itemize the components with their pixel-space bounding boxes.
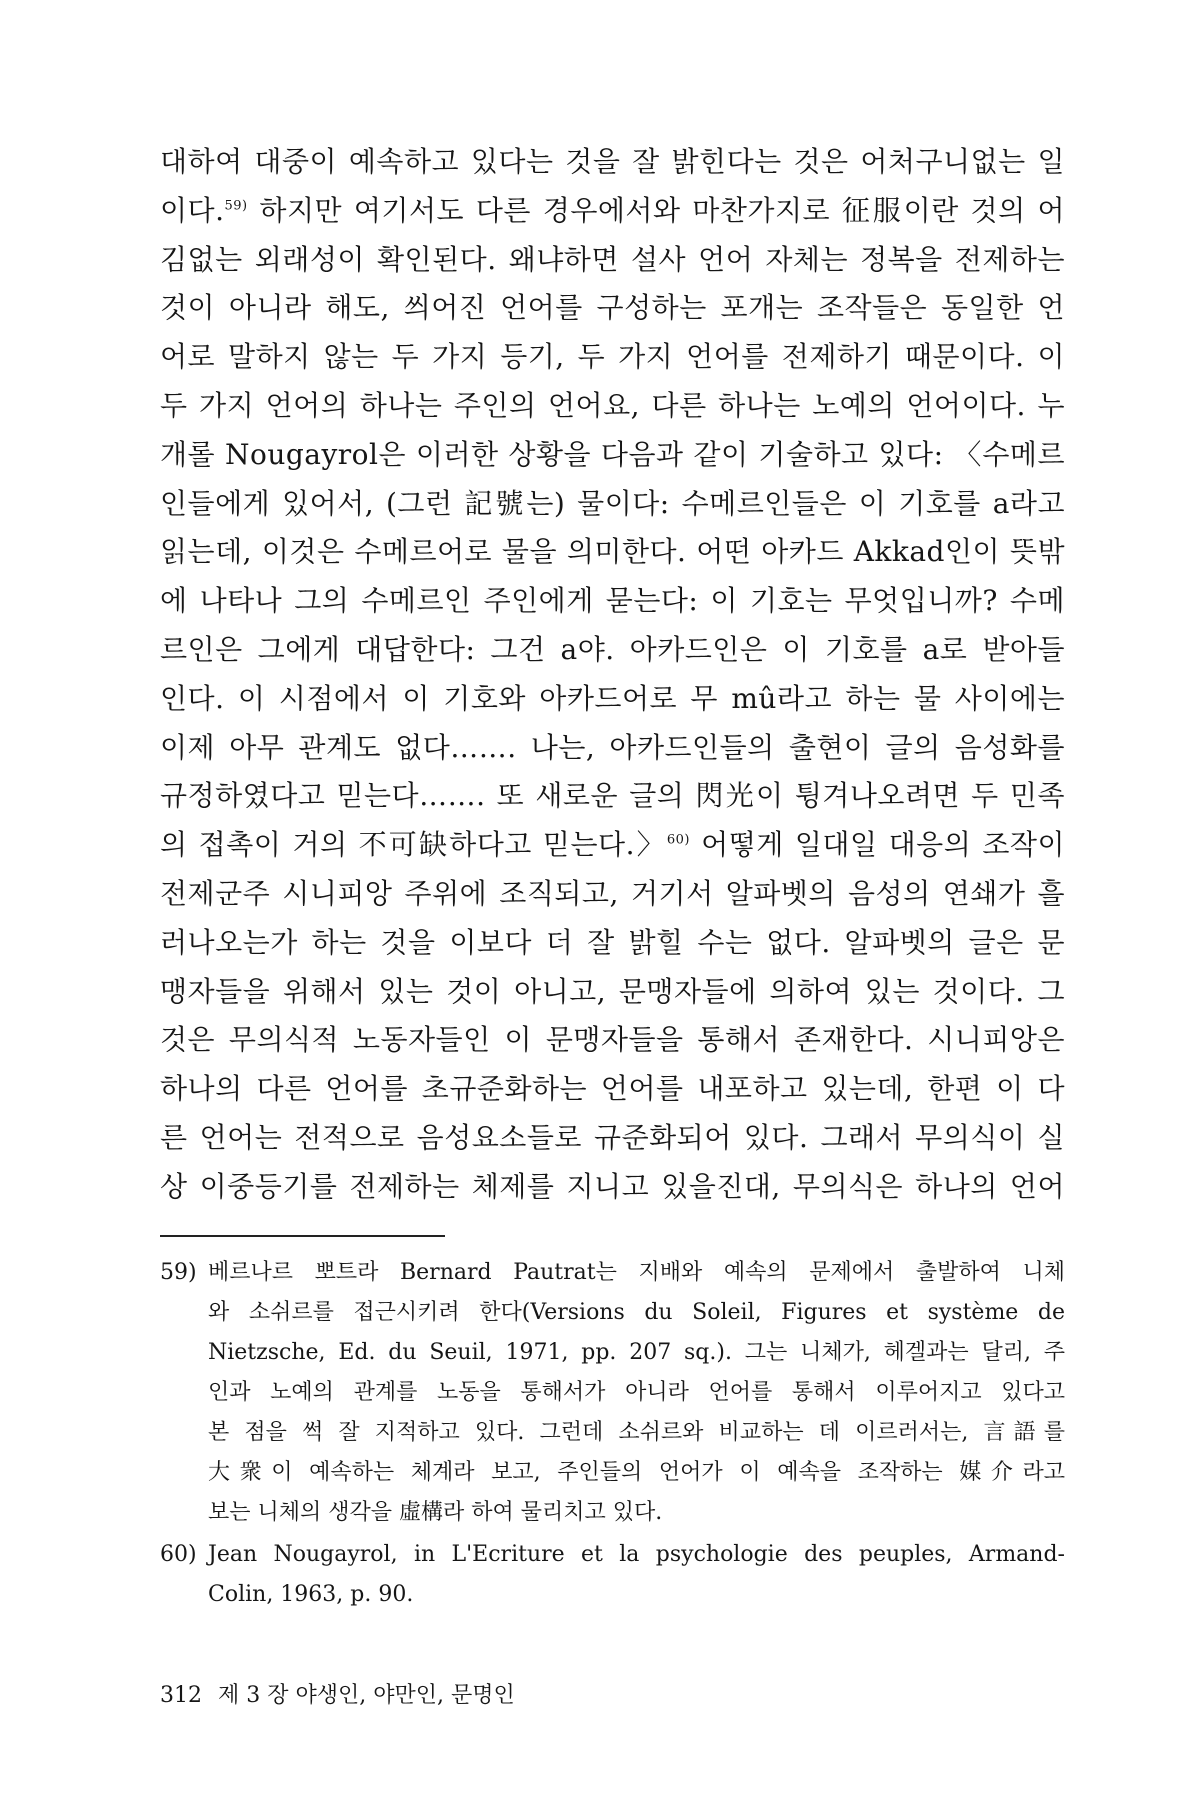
body-line: 인다. 이 시점에서 이 기호와 아카드어로 무 mû라고 하는 물 사이에는 [160, 681, 1065, 715]
page-footer [160, 1678, 515, 1709]
body-line: 하나의 다른 언어를 초규준화하는 언어를 내포하고 있는데, 한편 이 다 [160, 1072, 1065, 1106]
body-line: 김없는 외래성이 확인된다. 왜냐하면 설사 언어 자체는 정복을 전제하는 [160, 242, 1065, 276]
body-line: 것이 아니라 해도, 씌어진 언어를 구성하는 포개는 조작들은 동일한 언 [160, 291, 1065, 325]
body-line: 두 가지 언어의 하나는 주인의 언어요, 다른 하나는 노예의 언어이다. 누 [160, 388, 1065, 422]
body-line: 읽는데, 이것은 수메르어로 물을 의미한다. 어떤 아카드 Akkad인이 뜻밖 [160, 535, 1065, 569]
body-line: 에 나타나 그의 수메르인 주인에게 묻는다: 이 기호는 무엇입니까? 수메 [160, 584, 1065, 618]
body-line-rest: 어떻게 일대일 대응의 조작이 [690, 828, 1065, 862]
body-line: 상 이중등기를 전제하는 체제를 지니고 있을진대, 무의식은 하나의 언어 [160, 1169, 1065, 1203]
footnote-line: Jean Nougayrol, in L'Ecriture et la psychologie des peuples, Armand- [208, 1542, 1065, 1567]
footnote-divider [160, 1235, 445, 1237]
footnote-ref-60: 60) [666, 832, 691, 848]
footnote-59 [160, 1253, 1065, 1533]
page-number: 312 [160, 1683, 202, 1708]
footnote-body [208, 1253, 1065, 1533]
footnote-line: 본 점을 썩 잘 지적하고 있다. 그런데 소쉬르와 비교하는 데 이르러서는, 言語를 [208, 1420, 1065, 1445]
body-line: 른 언어는 전적으로 음성요소들로 규준화되어 있다. 그래서 무의식이 실 [160, 1120, 1065, 1154]
body-line [160, 187, 1065, 236]
body-line: 르인은 그에게 대답한다: 그건 a야. 아카드인은 이 기호를 a로 받아들 [160, 632, 1065, 666]
footnote-line: Nietzsche, Ed. du Seuil, 1971, pp. 207 sq.). 그는 니체가, 헤겔과는 달리, 주 [208, 1340, 1065, 1365]
running-head: 제 3 장 야생인, 야만인, 문명인 [218, 1683, 515, 1708]
footnote-ref-59: 59) [224, 198, 248, 214]
body-line: 어로 말하지 않는 두 가지 등기, 두 가지 언어를 전제하기 때문이다. 이 [160, 340, 1065, 374]
body-line: 맹자들을 위해서 있는 것이 아니고, 문맹자들에 의하여 있는 것이다. 그 [160, 974, 1065, 1008]
footnote-line: 보는 니체의 생각을 虛構라 하여 물리치고 있다. [208, 1500, 663, 1525]
footnote-line: 와 소쉬르를 접근시키려 한다(Versions du Soleil, Figures et système de [208, 1300, 1065, 1325]
footnote-60 [160, 1535, 1065, 1615]
body-line-start: 이다. [160, 193, 225, 227]
body-text [160, 138, 1065, 1212]
body-line: 것은 무의식적 노동자들인 이 문맹자들을 통해서 존재한다. 시니피앙은 [160, 1023, 1065, 1057]
body-line: 대하여 대중이 예속하고 있다는 것을 잘 밝힌다는 것은 어처구니없는 일 [160, 145, 1065, 178]
body-line: 이제 아무 관계도 없다……. 나는, 아카드인들의 출현이 글의 음성화를 [160, 730, 1065, 764]
footnotes [160, 1253, 1065, 1615]
body-line: 개롤 Nougayrol은 이러한 상황을 다음과 같이 기술하고 있다: 〈수메르 [160, 437, 1065, 471]
footnote-number: 59) [160, 1260, 197, 1285]
body-line: 규정하였다고 믿는다……. 또 새로운 글의 閃光이 튕겨나오려면 두 민족 [160, 779, 1065, 813]
footnote-line: 大衆이 예속하는 체계라 보고, 주인들의 언어가 이 예속을 조작하는 媒介라고 [208, 1460, 1065, 1485]
footnote-body [208, 1535, 1065, 1615]
body-line: 러나오는가 하는 것을 이보다 더 잘 밝힐 수는 없다. 알파벳의 글은 문 [160, 925, 1065, 959]
body-line [160, 821, 1065, 870]
body-line-rest: 하지만 여기서도 다른 경우에서와 마찬가지로 征服이란 것의 어 [247, 193, 1065, 227]
footnote-line: 베르나르 뽀트라 Bernard Pautrat는 지배와 예속의 문제에서 출발하여 니체 [208, 1260, 1065, 1285]
body-line: 전제군주 시니피앙 주위에 조직되고, 거기서 알파벳의 음성의 연쇄가 흘 [160, 876, 1065, 910]
footnote-number: 60) [160, 1542, 197, 1567]
footnote-line: 인과 노예의 관계를 노동을 통해서가 아니라 언어를 통해서 이루어지고 있다고 [208, 1380, 1065, 1405]
footnote-line: Colin, 1963, p. 90. [208, 1582, 414, 1607]
body-line-start: 의 접촉이 거의 不可缺하다고 믿는다.〉 [160, 828, 667, 862]
body-line: 인들에게 있어서, (그런 記號는) 물이다: 수메르인들은 이 기호를 a라고 [160, 486, 1065, 520]
